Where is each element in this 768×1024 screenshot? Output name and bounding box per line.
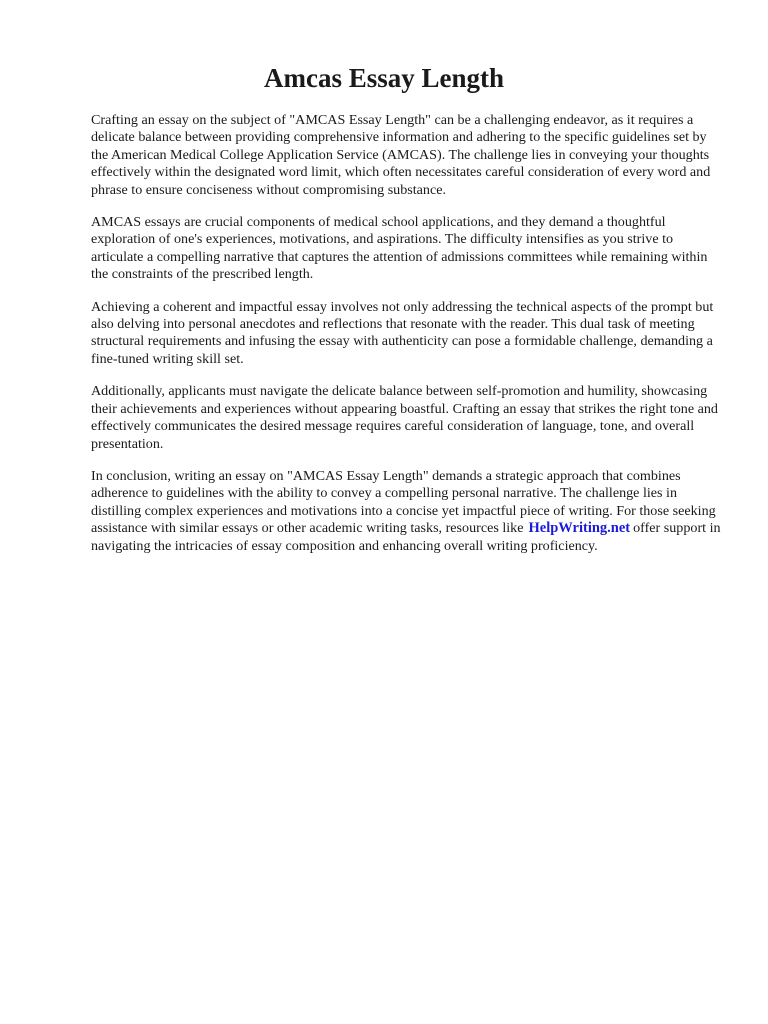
paragraph-2: AMCAS essays are crucial components of medical school applications, and they demand a thoughtful exploration of one's experiences, motivations, and aspirations. The difficulty intensifies as you strive to articulate a compelling narrative that captures the attention of admissions committees while remaining within the constraints of the prescribed length. xyxy=(91,214,708,283)
document-title: Amcas Essay Length xyxy=(263,63,505,93)
paragraph-1: Crafting an essay on the subject of "AMCAS Essay Length" can be a challenging endeavor, as it requires a delicate balance between providing comprehensive information and adhering to the specific guidelines set by the American Medical College Application Service (AMCAS). The challenge lies in conveying your thoughts effectively within the designated word limit, which often necessitates careful consideration of every word and phrase to ensure conciseness without compromising substance. xyxy=(91,112,711,198)
paragraph-4: Additionally, applicants must navigate the delicate balance between self-promotion and humility, showcasing their achievements and experiences without appearing boastful. Crafting an essay that strikes the right tone and effectively communicates the desired message requires careful consideration of language, tone, and overall presentation. xyxy=(91,383,718,452)
conclusion-text-before-link: In conclusion, writing an essay on "AMCAS Essay Length" demands a strategic approach that combines adherence to guidelines with the ability to convey a compelling personal narrative. The challenge lies in distilling complex experiences and motivations into a concise yet impactful piece of writing. For those seeking assistance with similar essays or other academic writing tasks, resources like xyxy=(91,467,716,537)
helpwriting-link[interactable]: HelpWriting.net xyxy=(528,520,631,537)
paragraph-conclusion xyxy=(91,468,727,555)
paragraph-3: Achieving a coherent and impactful essay involves not only addressing the technical aspects of the prompt but also delving into personal anecdotes and reflections that resonate with the reader. This dual task of meeting structural requirements and infusing the essay with authenticity can pose a formidable challenge, demanding a fine-tuned writing skill set. xyxy=(91,298,714,367)
document-body xyxy=(91,112,727,570)
conclusion-text-after-link: offer support in navigating the intricacies of essay composition and enhancing overall writing proficiency. xyxy=(91,520,721,554)
